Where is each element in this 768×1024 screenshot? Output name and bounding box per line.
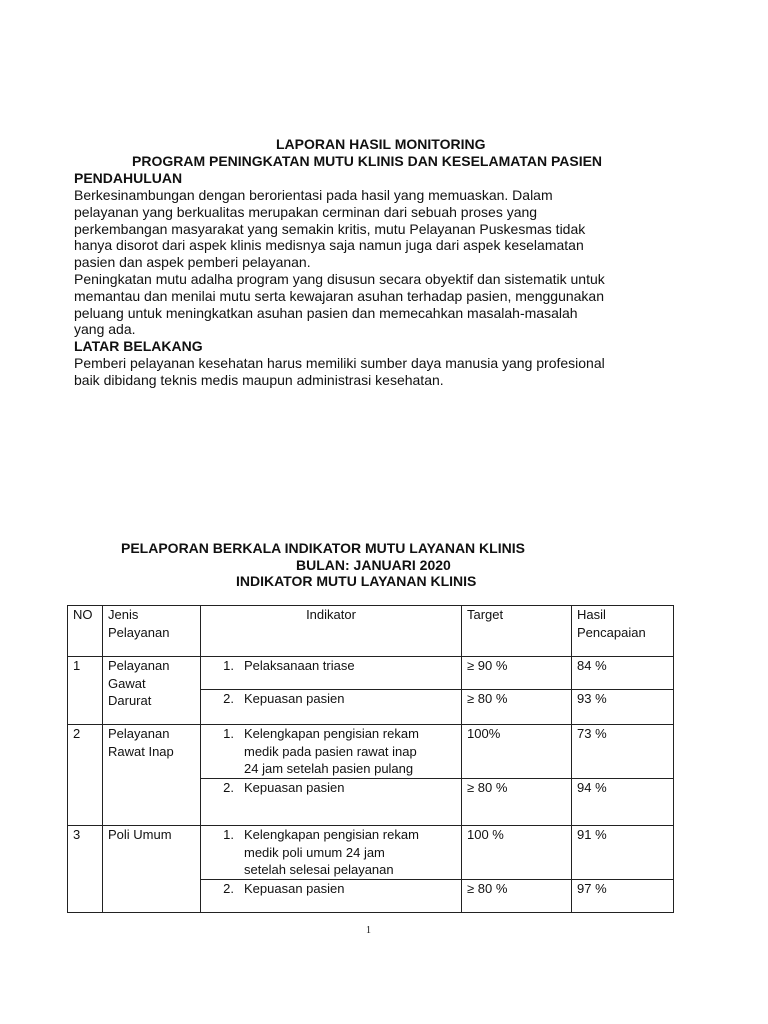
text-line: peluang untuk meningkatkan asuhan pasien dan memecahkan masalah-masalah — [74, 304, 578, 321]
section-heading-pendahuluan: PENDAHULUAN — [74, 170, 183, 186]
paragraph-pendahuluan-1 — [74, 187, 674, 271]
table-row — [68, 725, 674, 779]
cell-jenis-line: Pelayanan — [108, 658, 170, 673]
cell-hasil: 73 % — [572, 725, 674, 779]
text-line: Berkesinambungan dengan berorientasi pada hasil yang memuaskan. Dalam — [74, 187, 553, 203]
cell-target: 100 % — [462, 826, 572, 880]
indicator-text: Pelaksanaan triase — [244, 658, 355, 673]
table-section-period: BULAN: JANUARI 2020 — [296, 557, 451, 573]
indicator-text: medik poli umum 24 jam — [244, 844, 385, 860]
text-line: pasien dan aspek pemberi pelayanan. — [74, 254, 311, 271]
indicator-number: 2. — [223, 881, 234, 896]
table-row — [68, 826, 674, 880]
cell-indikator — [201, 880, 462, 913]
indicator-table — [67, 605, 674, 913]
cell-jenis-line: Rawat Inap — [108, 743, 174, 759]
paragraph-pendahuluan-2 — [74, 271, 674, 338]
indicator-text: setelah selesai pelayanan — [244, 862, 394, 877]
table-section-subtitle: INDIKATOR MUTU LAYANAN KLINIS — [236, 573, 477, 589]
indicator-number: 2. — [223, 780, 234, 795]
cell-jenis — [103, 826, 201, 913]
cell-no: 1 — [68, 657, 103, 725]
indicator-number: 1. — [223, 658, 234, 673]
cell-target: ≥ 80 % — [462, 779, 572, 826]
table-row — [68, 657, 674, 690]
text-line: perkembangan masyarakat yang semakin kritis, mutu Pelayanan Puskesmas tidak — [74, 220, 586, 237]
text-line: Peningkatan mutu adalha program yang disusun secara obyektif dan sistematik untuk — [74, 271, 605, 287]
cell-indikator — [201, 690, 462, 725]
cell-hasil: 93 % — [572, 690, 674, 725]
text-line: baik dibidang teknis medis maupun administrasi kesehatan. — [74, 371, 444, 388]
header-no: NO — [68, 606, 103, 657]
cell-hasil: 84 % — [572, 657, 674, 690]
cell-no: 2 — [68, 725, 103, 826]
indicator-text: Kepuasan pasien — [244, 780, 345, 795]
header-hasil-line: Pencapaian — [577, 624, 646, 640]
cell-no: 3 — [68, 826, 103, 913]
cell-jenis-line: Poli Umum — [108, 827, 172, 842]
page-number: 1 — [366, 925, 371, 936]
cell-jenis — [103, 725, 201, 826]
text-line: Pemberi pelayanan kesehatan harus memiliki sumber daya manusia yang profesional — [74, 355, 605, 371]
cell-indikator — [201, 657, 462, 690]
text-line: yang ada. — [74, 321, 136, 338]
cell-jenis-line: Gawat — [108, 675, 146, 691]
indicator-text: Kelengkapan pengisian rekam — [244, 827, 419, 842]
paragraph-latar-belakang — [74, 355, 674, 389]
cell-hasil: 97 % — [572, 880, 674, 913]
text-line: hanya disorot dari aspek klinis medisnya saja namun juga dari aspek keselamatan — [74, 237, 584, 254]
indicator-text: 24 jam setelah pasien pulang — [244, 761, 414, 776]
section-heading-latar-belakang: LATAR BELAKANG — [74, 338, 203, 354]
header-jenis-pelayanan — [103, 606, 201, 657]
indicator-text: Kepuasan pasien — [244, 691, 345, 706]
cell-jenis-line: Pelayanan — [108, 726, 170, 741]
text-line: memantau dan menilai mutu serta kewajaran asuhan terhadap pasien, menggunakan — [74, 287, 605, 304]
cell-jenis — [103, 657, 201, 725]
cell-target: ≥ 80 % — [462, 690, 572, 725]
indicator-number: 1. — [223, 726, 234, 741]
cell-indikator — [201, 779, 462, 826]
header-jenis-line: Pelayanan — [108, 624, 170, 640]
table-section-title: PELAPORAN BERKALA INDIKATOR MUTU LAYANAN KLINIS — [121, 540, 525, 556]
header-hasil-pencapaian — [572, 606, 674, 657]
cell-indikator — [201, 725, 462, 779]
indicator-number: 2. — [223, 691, 234, 706]
indicator-text: Kelengkapan pengisian rekam — [244, 726, 419, 741]
header-target: Target — [462, 606, 572, 657]
table-header-row — [68, 606, 674, 657]
header-jenis-line: Jenis — [108, 607, 139, 622]
cell-hasil: 94 % — [572, 779, 674, 826]
cell-target: ≥ 80 % — [462, 880, 572, 913]
indicator-text: Kepuasan pasien — [244, 881, 345, 896]
text-line: pelayanan yang berkualitas merupakan cerminan dari sebuah proses yang — [74, 203, 538, 220]
report-subtitle: PROGRAM PENINGKATAN MUTU KLINIS DAN KESELAMATAN PASIEN — [132, 153, 603, 169]
cell-indikator — [201, 826, 462, 880]
header-indikator: Indikator — [201, 606, 462, 657]
cell-hasil: 91 % — [572, 826, 674, 880]
cell-target: ≥ 90 % — [462, 657, 572, 690]
cell-target: 100% — [462, 725, 572, 779]
indicator-number: 1. — [223, 827, 234, 842]
report-title: LAPORAN HASIL MONITORING — [276, 136, 486, 152]
header-hasil-line: Hasil — [577, 607, 606, 622]
indicator-text: medik pada pasien rawat inap — [244, 743, 417, 759]
cell-jenis-line: Darurat — [108, 693, 152, 708]
